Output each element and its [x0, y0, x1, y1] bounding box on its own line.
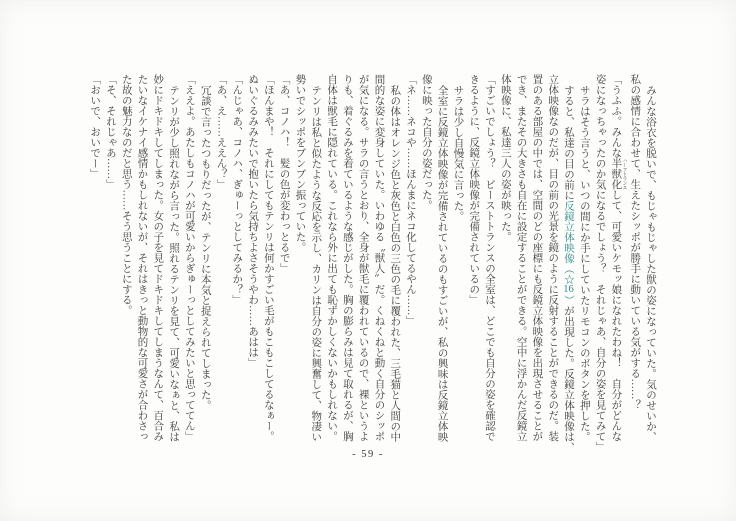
text-line — [371, 74, 387, 446]
text-line — [118, 74, 134, 446]
text-segment: りも、着ぐるみを着ているような感じがした。胸の膨らみは見て取れるが、胸 — [341, 74, 353, 442]
page-number: - 59 - — [352, 449, 384, 460]
text-line — [608, 74, 627, 446]
text-line — [529, 74, 545, 446]
text-segment: 「ネ……ネコや……ほんまにネコ化してるやん……」 — [405, 74, 417, 326]
text-line — [276, 74, 292, 446]
text-segment: 「んじゃあ、コノハ、ぎゅーっとしてみるか？」 — [231, 74, 243, 305]
text-segment: が気になる。サラの言うとおり、全身が獣毛に覆われているので、裸というよ — [357, 74, 369, 442]
text-line — [402, 74, 418, 446]
text-segment: 間的な姿に変身していた。いわゆる〝獣人〟だ。くねくねと動く自分のシッポ — [373, 74, 385, 442]
text-segment: 自体は獣毛に隠れている。これなら外に出ても恥ずかしくないかもしれない。 — [326, 74, 338, 442]
text-segment: サラはそう言うと、いつの間にか手にしていたリモコンのボタンを押した。 — [578, 84, 590, 442]
text-line — [197, 74, 213, 446]
text-line — [213, 74, 229, 446]
text-line — [465, 74, 481, 446]
text-line — [86, 74, 102, 446]
text-line — [450, 74, 466, 446]
text-line — [244, 74, 260, 446]
text-segment: 「あ、え……ええん？」 — [215, 74, 227, 190]
text-line — [181, 74, 197, 446]
text-segment: 勢いでシッポをブンブン振っていた。 — [294, 74, 306, 253]
text-segment: すると、私達の目の前に — [563, 84, 575, 200]
text-line — [386, 74, 402, 446]
text-segment: 妙にドキドキしてしまった。女の子を見てドキドキしてしまうなんて、百合み — [152, 74, 164, 442]
footnote-reference-link[interactable]: ） — [563, 294, 575, 305]
text-segment: して、可愛いケモッ娘になれたわね！ 自分がどんな — [610, 189, 622, 442]
text-line — [513, 74, 529, 446]
text-line — [339, 74, 355, 446]
text-segment: 「ほんまや！ それにしてもテンリは何かすごい毛がもこもこしてるなぁー。 — [262, 74, 274, 442]
text-segment: たいなイケナイ感情かもしれないが、それはきっと動物的な可愛さが合わさっ — [136, 74, 148, 442]
text-segment: でき、またその大きさも自在に設定することができる。空中に浮かんだ反鏡立 — [515, 74, 527, 442]
text-line — [355, 74, 371, 446]
text-segment: 像に映った自分の姿だった。 — [420, 74, 432, 211]
text-line — [165, 74, 181, 446]
text-line — [576, 74, 592, 446]
text-segment: 「すごいでしょう？ ビーストトランスの全室は、どこでも自分の姿を確認で — [484, 74, 496, 442]
ruby-annotated-word: 半獣化 ハーフトランス — [610, 158, 627, 190]
text-segment: テンリが少し照れながら言った。照れるテンリを見て、可愛いなぁと、私は — [168, 84, 180, 442]
text-line — [497, 74, 513, 446]
text-segment: 置のある部屋の中では、空間のどの座標にも反鏡立体映像を出現させることが — [531, 74, 543, 442]
text-segment: 私の体はオレンジ色と灰色と白色の三色の毛に覆われた、三毛猫と人間の中 — [389, 84, 401, 442]
text-segment: 冗談で言ったつもりだったが、テンリに本気と捉えられてしまった。 — [199, 84, 211, 410]
text-line — [323, 74, 339, 446]
text-segment: テンリは私と似たような反応を示し、カリンは自分の姿に興奮して、物凄い — [310, 84, 322, 442]
text-line — [134, 74, 150, 446]
text-segment: ぬいぐるみみたいで抱いたら気持ちよさそうやわ……あはは」 — [247, 74, 259, 368]
text-segment: 体映像に、私達三人の姿が映った。 — [499, 74, 511, 242]
text-line — [434, 74, 450, 446]
text-line — [292, 74, 308, 446]
footnote-reference-link[interactable]: 反鏡立体映像（☆ — [563, 200, 575, 284]
text-segment: 「うふふ。みんな — [610, 74, 622, 158]
text-line — [228, 74, 244, 446]
text-segment: きるように、反鏡立体映像が完備されているの」 — [468, 74, 480, 305]
text-line — [642, 74, 658, 446]
text-line — [592, 74, 608, 452]
novel-text — [86, 74, 658, 452]
text-segment: みんな浴衣を脱いで、もじゃもじゃした獣の姿になっていた。気のせいか、 — [645, 84, 656, 442]
text-line — [102, 74, 118, 446]
text-segment: 「おいで、おいでー」 — [89, 74, 101, 179]
text-line — [260, 74, 276, 446]
text-segment: 全室に反鏡立体映像が完備されているのもすごいが、私の興味は反鏡立体映 — [436, 84, 448, 442]
text-line — [560, 74, 576, 452]
text-line — [626, 74, 642, 446]
text-segment: た故の魅力なのだと思う……そう思うことにする。 — [120, 74, 132, 316]
text-line — [544, 74, 560, 446]
text-segment: が出現した。反鏡立体映像は、 — [563, 305, 575, 452]
text-segment: 「そ、それじゃあ……」 — [104, 74, 116, 190]
text-segment: 姿になっちゃったのか気になるでしょう？ それじゃあ、自分の姿を見てみて」 — [594, 74, 606, 452]
text-line — [307, 74, 323, 446]
text-segment: サラは少し自慢気に言った。 — [452, 84, 464, 221]
text-segment: 「ええよ。あたしもコノハが可愛いからぎゅーっとしてみたいと思っててん」 — [183, 74, 195, 442]
text-line — [418, 74, 434, 446]
text-line — [150, 74, 166, 446]
text-segment: 私の感情に合わせて、生えたシッポが勝手に動いている気がする……？ — [629, 74, 641, 410]
text-segment: 「あ、コノハ！ 髪の色が変わっとるで」 — [278, 74, 290, 274]
footnote-reference-link[interactable]: 16 — [563, 284, 574, 295]
text-line — [481, 74, 497, 446]
text-segment: 立体映像なのだが、目の前の光景を鏡のように反射することができるのだ。装 — [547, 74, 559, 442]
